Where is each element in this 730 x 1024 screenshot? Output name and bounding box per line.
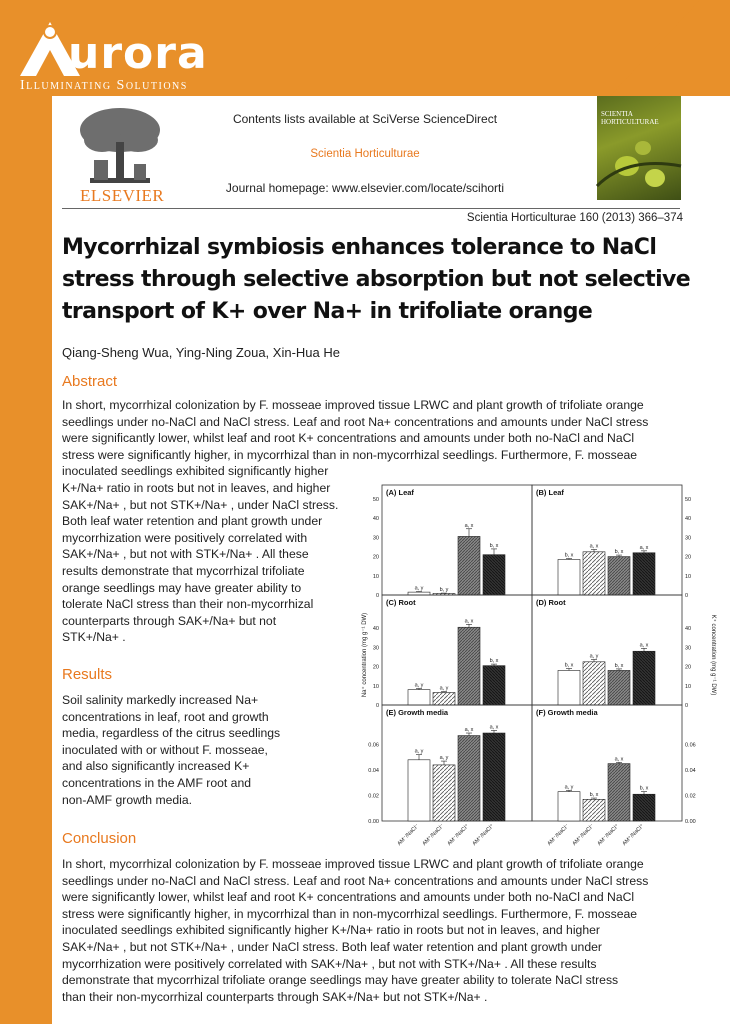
ion-concentration-chart [360, 475, 720, 848]
tick-label: 30 [685, 645, 692, 652]
tick-label: 0.02 [368, 793, 379, 800]
panel-frame [532, 705, 682, 821]
category-label: AM⁻/NaCl⁺ [446, 823, 471, 848]
article-title [62, 232, 702, 328]
contents-line: Contents lists available at SciVerse ScienceDirect [232, 112, 498, 126]
tick-label: 0.04 [685, 768, 696, 774]
text-line: concentrations in leaf, root and growth [62, 709, 269, 724]
brand-tagline: Illuminating Solutions [20, 78, 188, 93]
text-line: SAK+/Na+ , but not STK+/Na+ , under NaCl stress. [62, 497, 339, 512]
bar [558, 559, 580, 595]
significance-label: a, y [439, 755, 449, 762]
significance-label: a, x [464, 522, 474, 529]
significance-label: a, y [589, 653, 599, 660]
y-axis-label-left: Na⁺ concentration (mg g⁻¹ DW) [362, 612, 368, 698]
significance-label: b, x [614, 549, 624, 556]
authors: Qiang-Sheng Wua, Ying-Ning Zoua, Xin-Hua He [62, 345, 340, 360]
title-line: transport of K+ over Na+ in trifoliate orange [62, 299, 593, 324]
significance-label: a, x [489, 724, 499, 731]
text-line: K+/Na+ ratio in roots but not in leaves, and higher [62, 480, 331, 495]
text-line: stress were significantly higher, in mycorrhizal than in non-mycorrhizal seedlings. Furthermore, F. mosseae [62, 447, 638, 462]
tick-label: 20 [372, 554, 379, 561]
category-label: AM⁻/NaCl⁻ [396, 823, 421, 848]
text-line: results demonstrate that mycorrhizal trifoliate [62, 563, 305, 578]
category-label: AM⁻/NaCl⁺ [596, 823, 621, 848]
text-line: mycorrhization were positively correlated with [62, 530, 308, 545]
text-line: inoculated seedlings exhibited significantly higher K+/Na+ ratio in roots but not in leaves, and higher [62, 923, 600, 938]
text-line: tolerate NaCl stress than their non-mycorrhizal [62, 597, 314, 612]
results-text [62, 692, 280, 808]
text-line: SAK+/Na+ , but not with STK+/Na+ . All these [62, 547, 309, 562]
significance-label: b, x [489, 658, 499, 665]
tick-label: 30 [685, 535, 692, 542]
panel-frame [382, 705, 532, 821]
bar [633, 553, 655, 595]
text-line: were significantly lower, whilst leaf and root K+ concentrations and amounts under both no-NaCl and NaCl [62, 431, 635, 446]
bar [633, 651, 655, 705]
bar [408, 760, 430, 821]
tick-label: 20 [685, 554, 692, 561]
elsevier-wordmark: ELSEVIER [80, 186, 165, 205]
significance-label: a, y [414, 585, 424, 592]
cover-title: SCIENTIA HORTICULTURAE [601, 110, 659, 126]
bar [483, 555, 505, 595]
text-line: and also significantly increased K+ [62, 759, 250, 774]
text-line: demonstrate that mycorrhizal trifoliate orange seedlings may have greater ability to tolerate NaCl stress [62, 973, 619, 988]
tick-label: 40 [372, 626, 379, 633]
panel-frame [382, 595, 532, 705]
text-line: were significantly lower, whilst leaf and root K+ concentrations and amounts under both no-NaCl and NaCl [62, 890, 635, 905]
title-line: stress through selective absorption but not selective [62, 267, 691, 292]
tick-label: 10 [685, 683, 692, 690]
bar [458, 736, 480, 821]
tick-label: 0.06 [685, 742, 696, 749]
text-line: In short, mycorrhizal colonization by F. mosseae improved tissue LRWC and plant growth of trifoliate orange [62, 857, 644, 871]
bar [608, 764, 630, 821]
panel-label: (B) Leaf [536, 488, 564, 497]
title-line: Mycorrhizal symbiosis enhances tolerance to NaCl [62, 235, 657, 260]
text-line: seedlings under no-NaCl and NaCl stress. Leaf and root Na+ concentrations and amounts under NaCl stress [62, 873, 649, 888]
tick-label: 10 [372, 683, 379, 690]
tick-label: 10 [685, 573, 692, 580]
category-label: AM⁺/NaCl⁻ [571, 823, 596, 848]
bar [433, 765, 455, 821]
text-line: than their non-mycorrhizal counterparts through SAK+/Na+ but not STK+/Na+ . [62, 989, 488, 1004]
panel-label: (F) Growth media [536, 708, 598, 717]
text-line: media, regardless of the citrus seedlings [62, 726, 281, 741]
text-line: concentrations in the AMF root and [62, 775, 252, 790]
panel-frame [532, 485, 682, 595]
tick-label: 0.06 [368, 742, 379, 749]
category-label: AM⁻/NaCl⁻ [546, 823, 571, 848]
text-line: STK+/Na+ . [62, 630, 126, 645]
tick-label: 0 [375, 703, 379, 709]
significance-label: a, y [564, 784, 574, 791]
y-axis-label-right: K⁺ concentration (mg g⁻¹ DW) [710, 614, 716, 696]
bar [608, 557, 630, 595]
text-line: orange seedlings may have greater ability to [62, 580, 302, 595]
tick-label: 0 [685, 703, 689, 709]
text-line: Soil salinity markedly increased Na+ [62, 693, 259, 707]
tick-label: 40 [372, 516, 379, 523]
significance-label: a, y [414, 682, 424, 689]
bar [558, 792, 580, 821]
tick-label: 10 [372, 573, 379, 580]
text-line: non-AMF growth media. [62, 792, 193, 807]
text-line: In short, mycorrhizal colonization by F. mosseae improved tissue LRWC and plant growth of trifoliate orange [62, 398, 644, 412]
tick-label: 20 [685, 664, 692, 671]
tick-label: 0.02 [685, 793, 696, 800]
significance-label: a, x [589, 543, 599, 550]
significance-label: b, y [439, 587, 449, 594]
header-rule [62, 208, 680, 209]
brand-name: urora [68, 28, 208, 79]
text-line: mycorrhization were positively correlated with SAK+/Na+ , but not with STK+/Na+ . All these results [62, 956, 597, 971]
bar [583, 799, 605, 821]
bar [483, 666, 505, 705]
tick-label: 20 [372, 664, 379, 671]
significance-label: b, x [489, 542, 499, 549]
significance-label: b, x [639, 785, 649, 792]
bar [458, 536, 480, 595]
tick-label: 30 [372, 535, 379, 542]
bar [583, 552, 605, 595]
text-line: counterparts through SAK+/Na+ but not [62, 613, 277, 628]
abstract-heading: Abstract [62, 373, 118, 390]
tick-label: 40 [685, 516, 692, 523]
category-label: AM⁺/NaCl⁺ [471, 823, 496, 848]
tick-label: 0.04 [368, 768, 379, 774]
tick-label: 40 [685, 626, 692, 633]
significance-label: b, x [564, 662, 574, 669]
bar [408, 592, 430, 595]
citation: Scientia Horticulturae 160 (2013) 366–374 [466, 212, 683, 224]
panel-label: (C) Root [386, 598, 416, 607]
text-line: stress were significantly higher, in mycorrhizal than in non-mycorrhizal seedlings. Furthermore, F. mosseae [62, 906, 638, 921]
significance-label: a, x [464, 727, 474, 734]
tick-label: 30 [372, 645, 379, 652]
panel-frame [382, 485, 532, 595]
panel-label: (A) Leaf [386, 488, 414, 497]
cover-fruit-icon [597, 126, 681, 200]
significance-label: a, x [464, 618, 474, 625]
journal-name[interactable]: Scientia Horticulturae [310, 148, 420, 160]
significance-label: a, x [614, 756, 624, 763]
tick-label: 50 [685, 497, 692, 503]
tick-label: 0.00 [368, 819, 379, 825]
significance-label: b, x [614, 662, 624, 669]
panel-label: (D) Root [536, 598, 566, 607]
bar [583, 662, 605, 705]
panel-frame [532, 595, 682, 705]
bar [458, 627, 480, 705]
bar [558, 670, 580, 705]
bar [433, 693, 455, 705]
tick-label: 0 [685, 593, 689, 599]
significance-label: b, x [589, 792, 599, 799]
bar [633, 794, 655, 821]
significance-label: a, y [414, 748, 424, 755]
conclusion-heading: Conclusion [62, 830, 137, 847]
tick-label: 0 [375, 593, 379, 599]
category-label: AM⁺/NaCl⁻ [421, 823, 446, 848]
panel-label: (E) Growth media [386, 708, 449, 717]
results-heading: Results [62, 666, 113, 683]
text-line: SAK+/Na+ , but not STK+/Na+ , under NaCl stress. Both leaf water retention and plant growth under [62, 939, 602, 954]
category-label: AM⁺/NaCl⁺ [621, 823, 646, 848]
text-line: Both leaf water retention and plant growth under [62, 514, 323, 529]
significance-label: b, x [564, 552, 574, 559]
conclusion-text [62, 856, 712, 1005]
significance-label: a, y [439, 685, 449, 692]
text-line: seedlings under no-NaCl and NaCl stress. Leaf and root Na+ concentrations and amounts under NaCl stress [62, 414, 649, 429]
bar [608, 670, 630, 705]
bar [408, 690, 430, 705]
tick-label: 50 [372, 497, 379, 503]
text-line: inoculated with or without F. mosseae, [62, 742, 268, 757]
text-line: inoculated seedlings exhibited significantly higher [62, 464, 329, 479]
bar [483, 733, 505, 821]
journal-homepage[interactable]: Journal homepage: www.elsevier.com/locate/scihorti [225, 181, 505, 195]
significance-label: a, x [639, 544, 649, 551]
journal-cover [597, 96, 681, 200]
significance-label: a, x [639, 642, 649, 649]
tick-label: 0.00 [685, 819, 696, 825]
